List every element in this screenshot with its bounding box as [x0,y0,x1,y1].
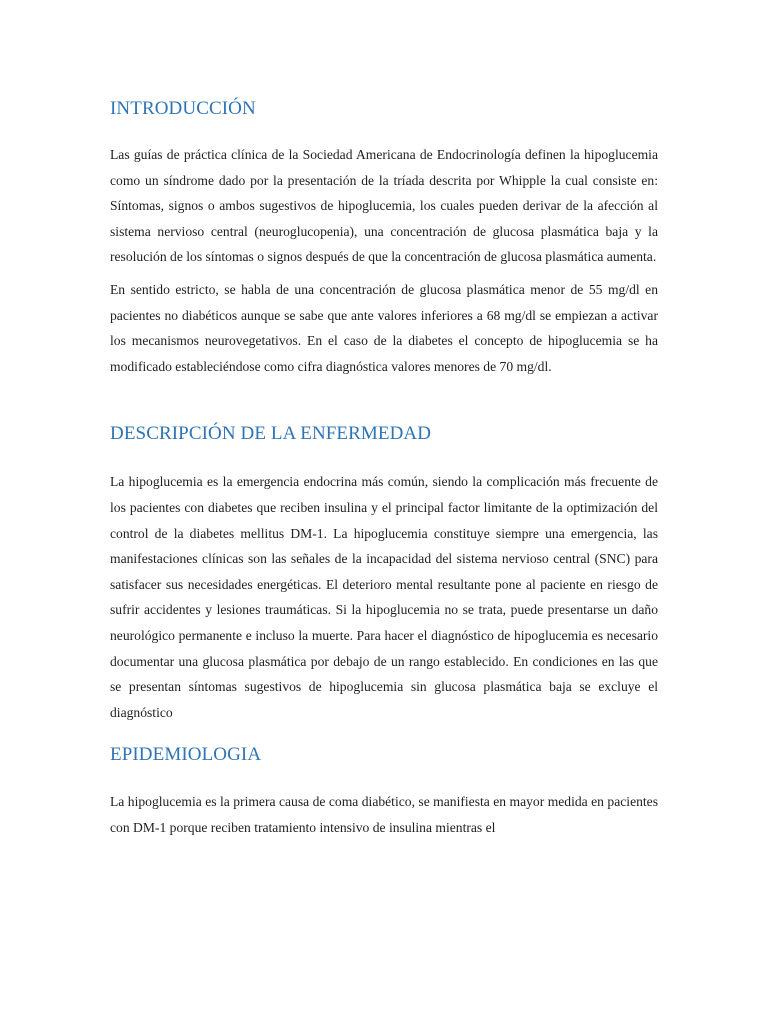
paragraph-descripcion-1: La hipoglucemia es la emergencia endocrina más común, siendo la complicación más frecuente de los pacientes con diabetes que reciben insulina y el principal factor limitante de la optimización del control de la diabetes mellitus DM-1. La hipoglucemia constituye siempre una emergencia, las manifestaciones clínicas son las señales de la incapacidad del sistema nervioso central (SNC) para satisfacer sus necesidades energéticas. El deterioro mental resultante pone al paciente en riesgo de sufrir accidentes y lesiones traumáticas. Si la hipoglucemia no se trata, puede presentarse un daño neurológico permanente e incluso la muerte. Para hacer el diagnóstico de hipoglucemia es necesario documentar una glucosa plasmática por debajo de un rango establecido. En condiciones en las que se presentan síntomas sugestivos de hipoglucemia sin glucosa plasmática baja se excluye el diagnóstico [110,474,658,720]
document-body [110,98,658,840]
paragraph-introduccion-1: Las guías de práctica clínica de la Sociedad Americana de Endocrinología definen la hipoglucemia como un síndrome dado por la presentación de la tríada descrita por Whipple la cual consiste en: Síntomas, signos o ambos sugestivos de hipoglucemia, los cuales pueden derivar de la afección al sistema nervioso central (neuroglucopenia), una concentración de glucosa plasmática baja y la resolución de los síntomas o signos después de que la concentración de glucosa plasmática aumenta. [110,147,658,265]
section-heading-epidemiologia: EPIDEMIOLOGIA [110,744,262,766]
section-heading-introduccion: INTRODUCCIÓN [110,98,256,119]
paragraph-epidemiologia-1: La hipoglucemia es la primera causa de coma diabético, se manifiesta en mayor medida en pacientes con DM-1 porque reciben tratamiento intensivo de insulina mientras el [110,794,658,835]
paragraph-introduccion-2: En sentido estricto, se habla de una concentración de glucosa plasmática menor de 55 mg/dl en pacientes no diabéticos aunque se sabe que ante valores inferiores a 68 mg/dl se empiezan a activar los mecanismos neurovegetativos. En el caso de la diabetes el concepto de hipoglucemia se ha modificado estableciéndose como cifra diagnóstica valores menores de 70 mg/dl. [110,281,658,374]
section-heading-descripcion: DESCRIPCIÓN DE LA ENFERMEDAD [110,423,432,445]
